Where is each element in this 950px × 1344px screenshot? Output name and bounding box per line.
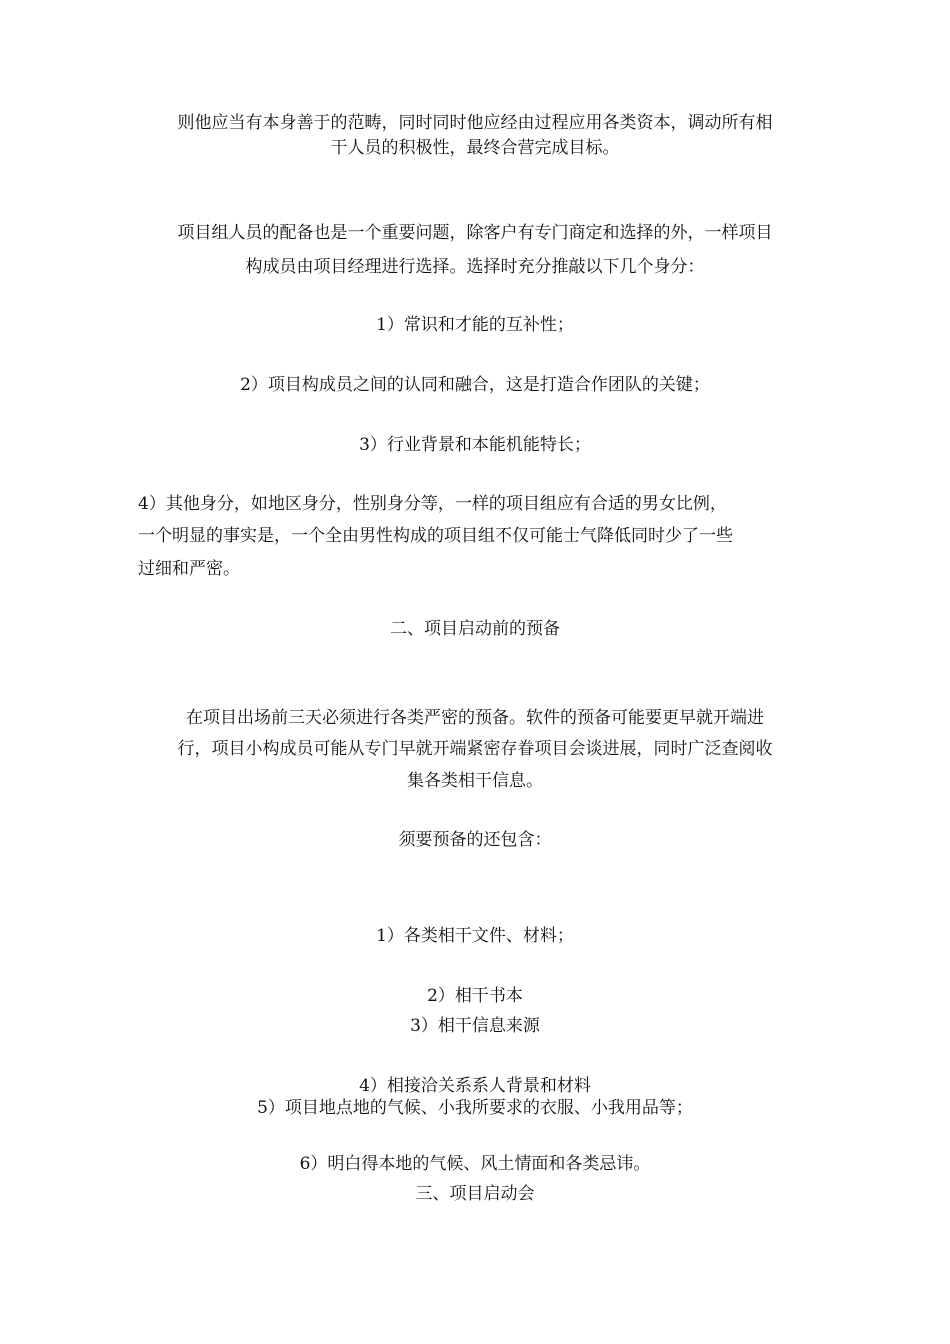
paragraph-line: 构成员由项目经理进行选择。选择时充分推敲以下几个身分： [245, 257, 705, 277]
list-item: 5）项目地点地的气候、小我所要求的衣服、小我用品等； [257, 1098, 693, 1118]
list-item: 6）明白得本地的气候、风土情面和各类忌讳。 [299, 1154, 651, 1174]
paragraph-line: 则他应当有本身善于的范畴，同时同时他应经由过程应用各类资本，调动所有相 [177, 113, 773, 133]
section-heading: 二、项目启动前的预备 [390, 619, 560, 639]
list-item: 1）各类相干文件、材料； [376, 926, 574, 946]
paragraph-line: 过细和严密。 [138, 559, 240, 579]
list-item: 3）相干信息来源 [410, 1016, 540, 1036]
section-heading: 三、项目启动会 [415, 1184, 535, 1204]
paragraph-line: 集各类相干信息。 [407, 771, 543, 791]
list-item: 2）项目构成员之间的认同和融合，这是打造合作团队的关键； [240, 375, 710, 395]
list-item: 3）行业背景和本能机能特长； [359, 435, 591, 455]
paragraph-line: 一个明显的事实是，一个全由男性构成的项目组不仅可能士气降低同时少了一些 [138, 526, 733, 546]
paragraph-line: 须要预备的还包含： [398, 830, 552, 850]
paragraph-line: 行，项目小构成员可能从专门早就开端紧密存眷项目会谈进展，同时广泛查阅收 [177, 739, 773, 759]
paragraph-line: 项目组人员的配备也是一个重要问题，除客户有专门商定和选择的外，一样项目 [177, 223, 773, 243]
list-item: 4）其他身分，如地区身分，性别身分等，一样的项目组应有合适的男女比例， [138, 494, 727, 514]
list-item: 4）相接洽关系系人背景和材料 [359, 1076, 591, 1096]
paragraph-line: 在项目出场前三天必须进行各类严密的预备。软件的预备可能要更早就开端进 [186, 708, 764, 728]
paragraph-line: 干人员的积极性，最终合营完成目标。 [330, 138, 620, 158]
list-item: 1）常识和才能的互补性； [376, 315, 574, 335]
list-item: 2）相干书本 [427, 986, 523, 1006]
